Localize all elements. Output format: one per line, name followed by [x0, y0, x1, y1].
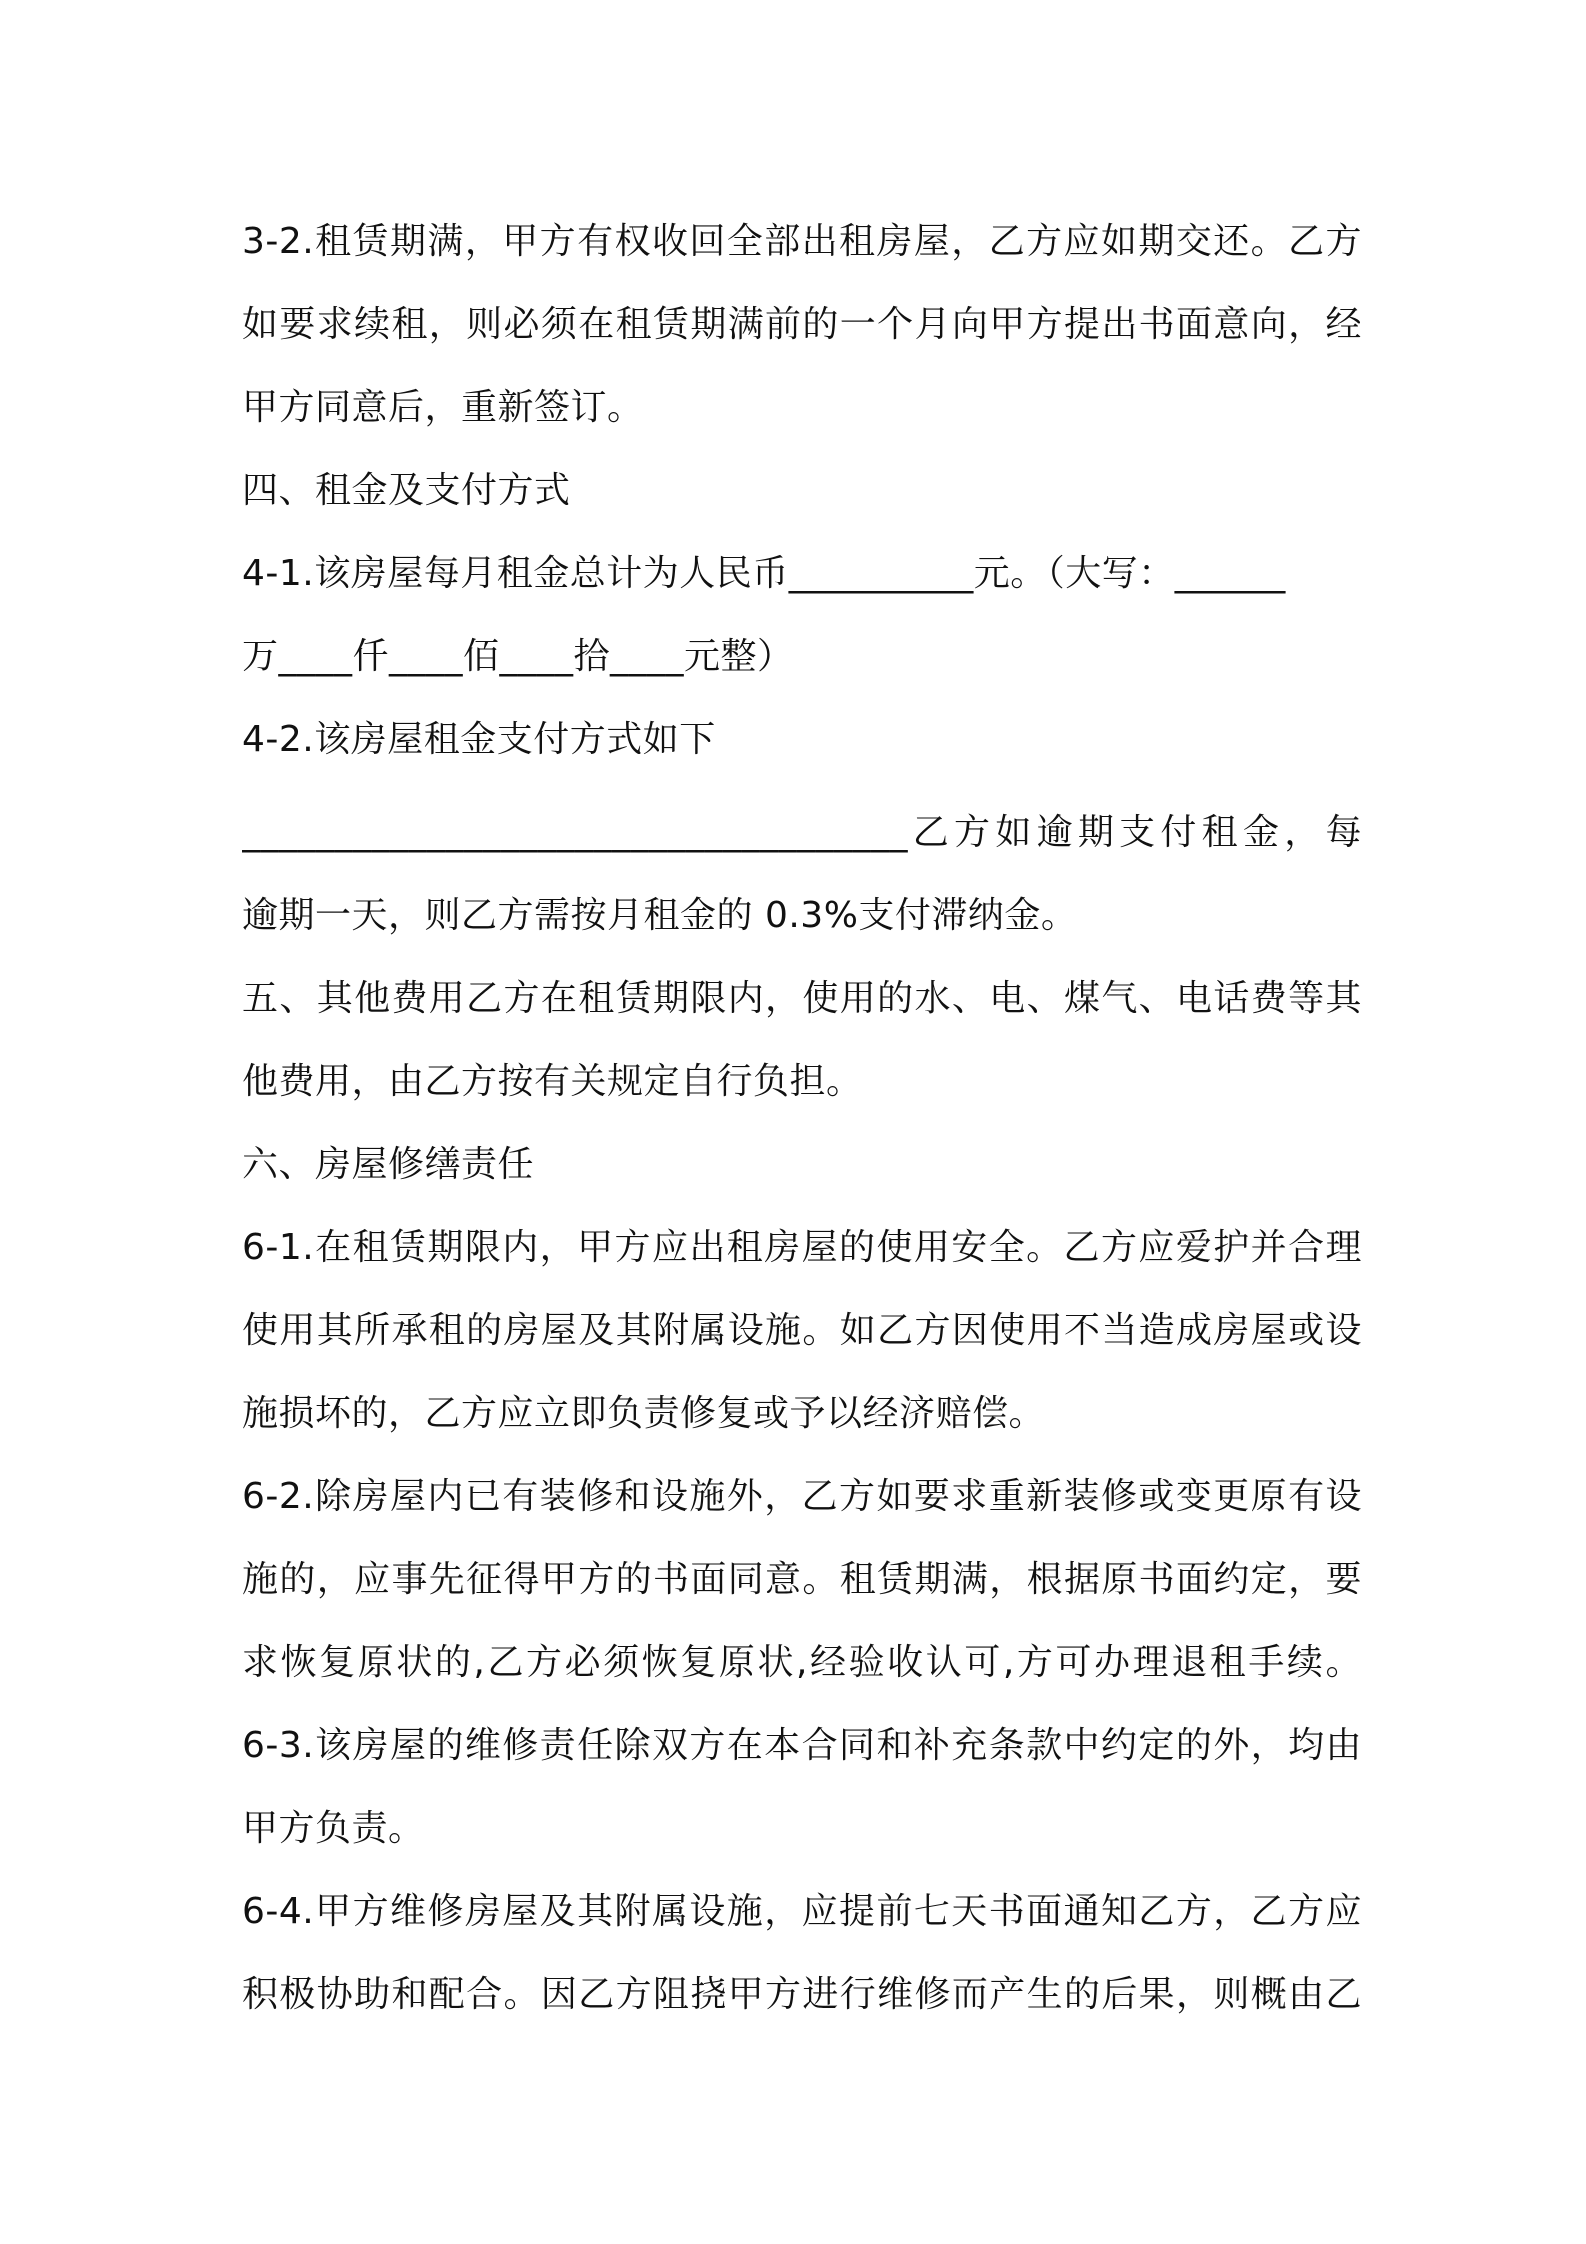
- text-line: 甲方同意后，重新签订。: [242, 387, 644, 428]
- text-line: 如要求续租，则必须在租赁期满前的一个月向甲方提出书面意向，经: [242, 304, 1362, 345]
- text-line: 施损坏的，乙方应立即负责修复或予以经济赔偿。: [242, 1393, 1046, 1434]
- text-line: 4-2.该房屋租金支付方式如下: [242, 719, 716, 760]
- text-line: 积极协助和配合。因乙方阻挠甲方进行维修而产生的后果，则概由乙: [242, 1974, 1362, 2015]
- text-line: 使用其所承租的房屋及其附属设施。如乙方因使用不当造成房屋或设: [242, 1310, 1362, 1351]
- text-line: 4-1.该房屋每月租金总计为人民币__________元。（大写：______: [242, 553, 1286, 594]
- text-line: 万____仟____佰____拾____元整）: [242, 636, 794, 677]
- text-line: 甲方负责。: [242, 1808, 425, 1849]
- text-line: 求恢复原状的,乙方必须恢复原状,经验收认可,方可办理退租手续。: [242, 1642, 1362, 1683]
- text-line: 6-1.在租赁期限内，甲方应出租房屋的使用安全。乙方应爱护并合理: [242, 1227, 1362, 1268]
- document-body: [242, 200, 1362, 2036]
- text-line: 他费用，由乙方按有关规定自行负担。: [242, 1061, 863, 1102]
- text-line: 施的，应事先征得甲方的书面同意。租赁期满，根据原书面约定，要: [242, 1559, 1362, 1600]
- section-heading: 四、租金及支付方式: [242, 470, 571, 511]
- text-line: 6-2.除房屋内已有装修和设施外，乙方如要求重新装修或变更原有设: [242, 1476, 1362, 1517]
- text-line: 3-2.租赁期满，甲方有权收回全部出租房屋，乙方应如期交还。乙方: [242, 221, 1362, 262]
- section-heading: 六、房屋修缮责任: [242, 1144, 535, 1185]
- text-line: ____________________________________乙方如逾期支付租金，每: [242, 812, 1362, 853]
- section-heading: 五、其他费用乙方在租赁期限内，使用的水、电、煤气、电话费等其: [242, 978, 1362, 1019]
- text-line: 逾期一天，则乙方需按月租金的 0.3%支付滞纳金。: [242, 895, 1078, 936]
- text-line: 6-4.甲方维修房屋及其附属设施，应提前七天书面通知乙方，乙方应: [242, 1891, 1362, 1932]
- text-line: 6-3.该房屋的维修责任除双方在本合同和补充条款中约定的外，均由: [242, 1725, 1362, 1766]
